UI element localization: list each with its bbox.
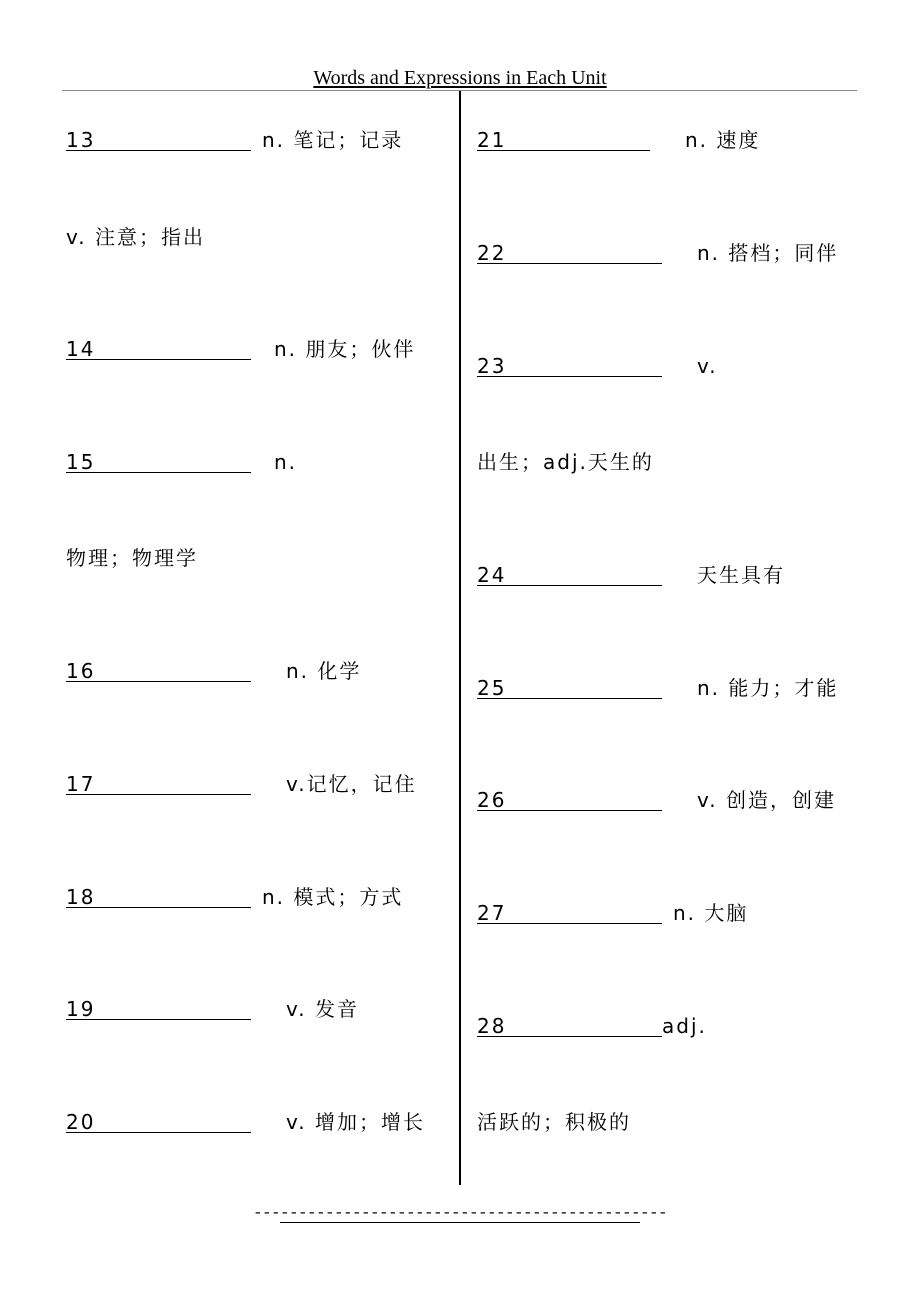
entry-definition: v. 发音 xyxy=(286,997,359,1021)
entry-definition-continuation: 物理；物理学 xyxy=(66,546,198,570)
entry-number: 19 xyxy=(66,997,96,1021)
entry-number: 14 xyxy=(66,337,96,361)
entry-number: 21 xyxy=(477,128,507,152)
answer-blank xyxy=(66,681,251,682)
answer-blank xyxy=(66,359,251,360)
answer-blank xyxy=(66,1019,251,1020)
answer-blank xyxy=(477,263,662,264)
entry-number: 24 xyxy=(477,563,507,587)
answer-blank xyxy=(66,794,251,795)
answer-blank xyxy=(477,376,662,377)
answer-blank xyxy=(66,907,251,908)
answer-blank xyxy=(66,472,251,473)
entry-definition: adj. xyxy=(662,1014,707,1038)
answer-blank xyxy=(477,150,650,151)
entry-number: 27 xyxy=(477,901,507,925)
entry-definition: n. 大脑 xyxy=(673,901,749,925)
answer-blank xyxy=(477,810,662,811)
header-title: Words and Expressions in Each Unit xyxy=(313,67,607,89)
page-header xyxy=(0,66,920,90)
entry-definition: n. 朋友；伙伴 xyxy=(274,337,416,361)
entry-definition: v. 创造，创建 xyxy=(697,788,836,812)
entry-definition: v. 增加；增长 xyxy=(286,1110,425,1134)
answer-blank xyxy=(477,923,662,924)
entry-number: 22 xyxy=(477,241,507,265)
entry-number: 23 xyxy=(477,354,507,378)
answer-blank xyxy=(66,1132,251,1133)
entry-definition: n. 搭档；同伴 xyxy=(697,241,839,265)
entry-definition-continuation: 活跃的；积极的 xyxy=(477,1110,631,1134)
entry-definition-continuation: v. 注意；指出 xyxy=(66,225,205,249)
entry-number: 16 xyxy=(66,659,96,683)
entry-number: 20 xyxy=(66,1110,96,1134)
entry-number: 17 xyxy=(66,772,96,796)
answer-blank xyxy=(477,1036,662,1037)
answer-blank xyxy=(477,585,662,586)
footer-rule xyxy=(280,1222,640,1223)
entry-definition: n. 能力；才能 xyxy=(697,676,839,700)
entry-definition: n. xyxy=(274,450,298,474)
footer-separator: ---------------------------------------------- xyxy=(252,1204,668,1222)
entry-number: 25 xyxy=(477,676,507,700)
entry-number: 26 xyxy=(477,788,507,812)
entry-number: 28 xyxy=(477,1014,507,1038)
entry-number: 15 xyxy=(66,450,96,474)
entry-definition: 天生具有 xyxy=(697,563,785,587)
entry-definition: v. xyxy=(697,354,718,378)
answer-blank xyxy=(66,150,251,151)
entry-number: 13 xyxy=(66,128,96,152)
column-divider xyxy=(459,91,461,1185)
entry-definition: n. 化学 xyxy=(286,659,362,683)
entry-definition: n. 模式；方式 xyxy=(262,885,404,909)
entry-number: 18 xyxy=(66,885,96,909)
answer-blank xyxy=(477,698,662,699)
entry-definition-continuation: 出生；adj.天生的 xyxy=(477,450,654,474)
entry-definition: n. 速度 xyxy=(685,128,761,152)
entry-definition: n. 笔记；记录 xyxy=(262,128,404,152)
entry-definition: v.记忆，记住 xyxy=(286,772,417,796)
